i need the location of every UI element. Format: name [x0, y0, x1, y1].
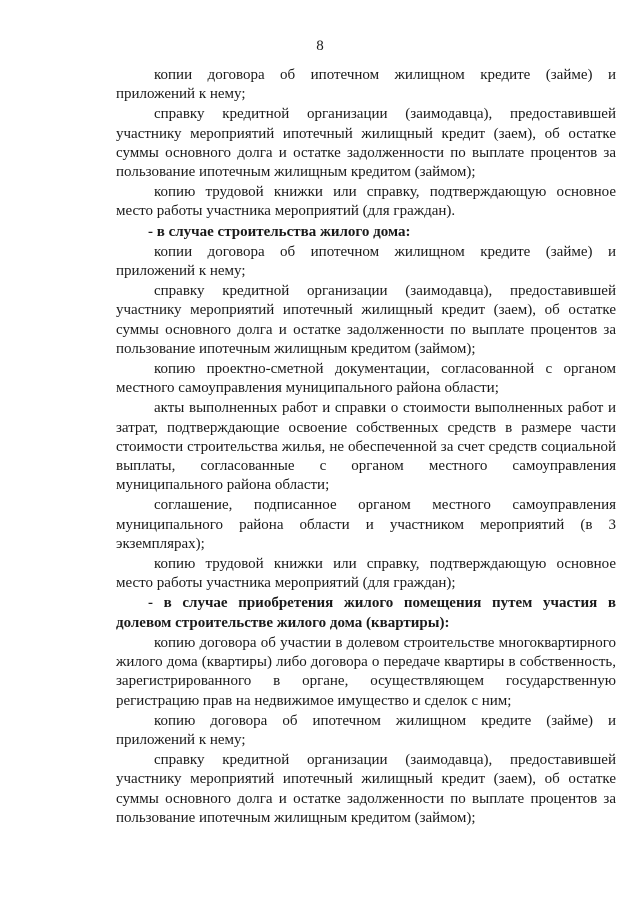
paragraph-shared-construction-contract: копию договора об участии в долевом строительстве многоквартирного жилого дома (квартиры) либо договора о передаче квартиры в собственность, зарегистрированного в органе, осуществляющем государственную регистрацию прав на недвижимое имущество и сделок с ним; — [116, 634, 616, 709]
paragraph-employment-record: копию трудовой книжки или справку, подтверждающую основное место работы участника мероприятий (для граждан); — [116, 556, 616, 592]
paragraph-bank-certificate: справку кредитной организации (заимодавца), предоставившей участнику мероприятий ипотечный жилищный кредит (заем), об остатке суммы основного долга и остатке задолженности по выплате процентов за пользование ипотечным жилищным кредитом (займом); — [116, 752, 616, 826]
document-body — [116, 66, 616, 829]
heading-house-construction: - в случае строительства жилого дома: — [148, 223, 411, 240]
page-number: 8 — [316, 38, 324, 54]
paragraph-bank-certificate: справку кредитной организации (заимодавца), предоставившей участнику мероприятий ипотечный жилищный кредит (заем), об остатке суммы основного долга и остатке задолженности по выплате процентов за пользование ипотечным жилищным кредитом (займом); — [116, 283, 616, 357]
paragraph-mortgage-contract-copy: копию договора об ипотечном жилищном кредите (займе) и приложений к нему; — [116, 712, 616, 748]
paragraph-mortgage-contract-copies: копии договора об ипотечном жилищном кредите (займе) и приложений к нему; — [116, 243, 616, 280]
paragraph-agreement: соглашение, подписанное органом местного самоуправления муниципального района области и участником мероприятий (в 3 экземплярах); — [116, 497, 616, 552]
paragraph-completed-works-acts: акты выполненных работ и справки о стоимости выполненных работ и затрат, подтверждающие освоение собственных средств в размере части стоимости строительства жилья, не обеспеченной за счет средств социальной выплаты, согласованные с органом местного самоуправления муниципального района области; — [116, 400, 616, 494]
paragraph-employment-record: копию трудовой книжки или справку, подтверждающую основное место работы участника мероприятий (для граждан). — [116, 184, 616, 220]
paragraph-bank-certificate: справку кредитной организации (заимодавца), предоставившей участнику мероприятий ипотечный жилищный кредит (заем), об остатке суммы основного долга и остатке задолженности по выплате процентов за пользование ипотечным жилищным кредитом (займом); — [116, 106, 616, 181]
heading-shared-construction: - в случае приобретения жилого помещения путем участия в долевом строительстве жилого дома (квартиры): — [116, 595, 616, 631]
paragraph-project-documentation: копию проектно-сметной документации, согласованной с органом местного самоуправления муниципального района области; — [116, 361, 616, 397]
paragraph-mortgage-contract-copies: копии договора об ипотечном жилищном кредите (займе) и приложений к нему; — [116, 67, 616, 103]
